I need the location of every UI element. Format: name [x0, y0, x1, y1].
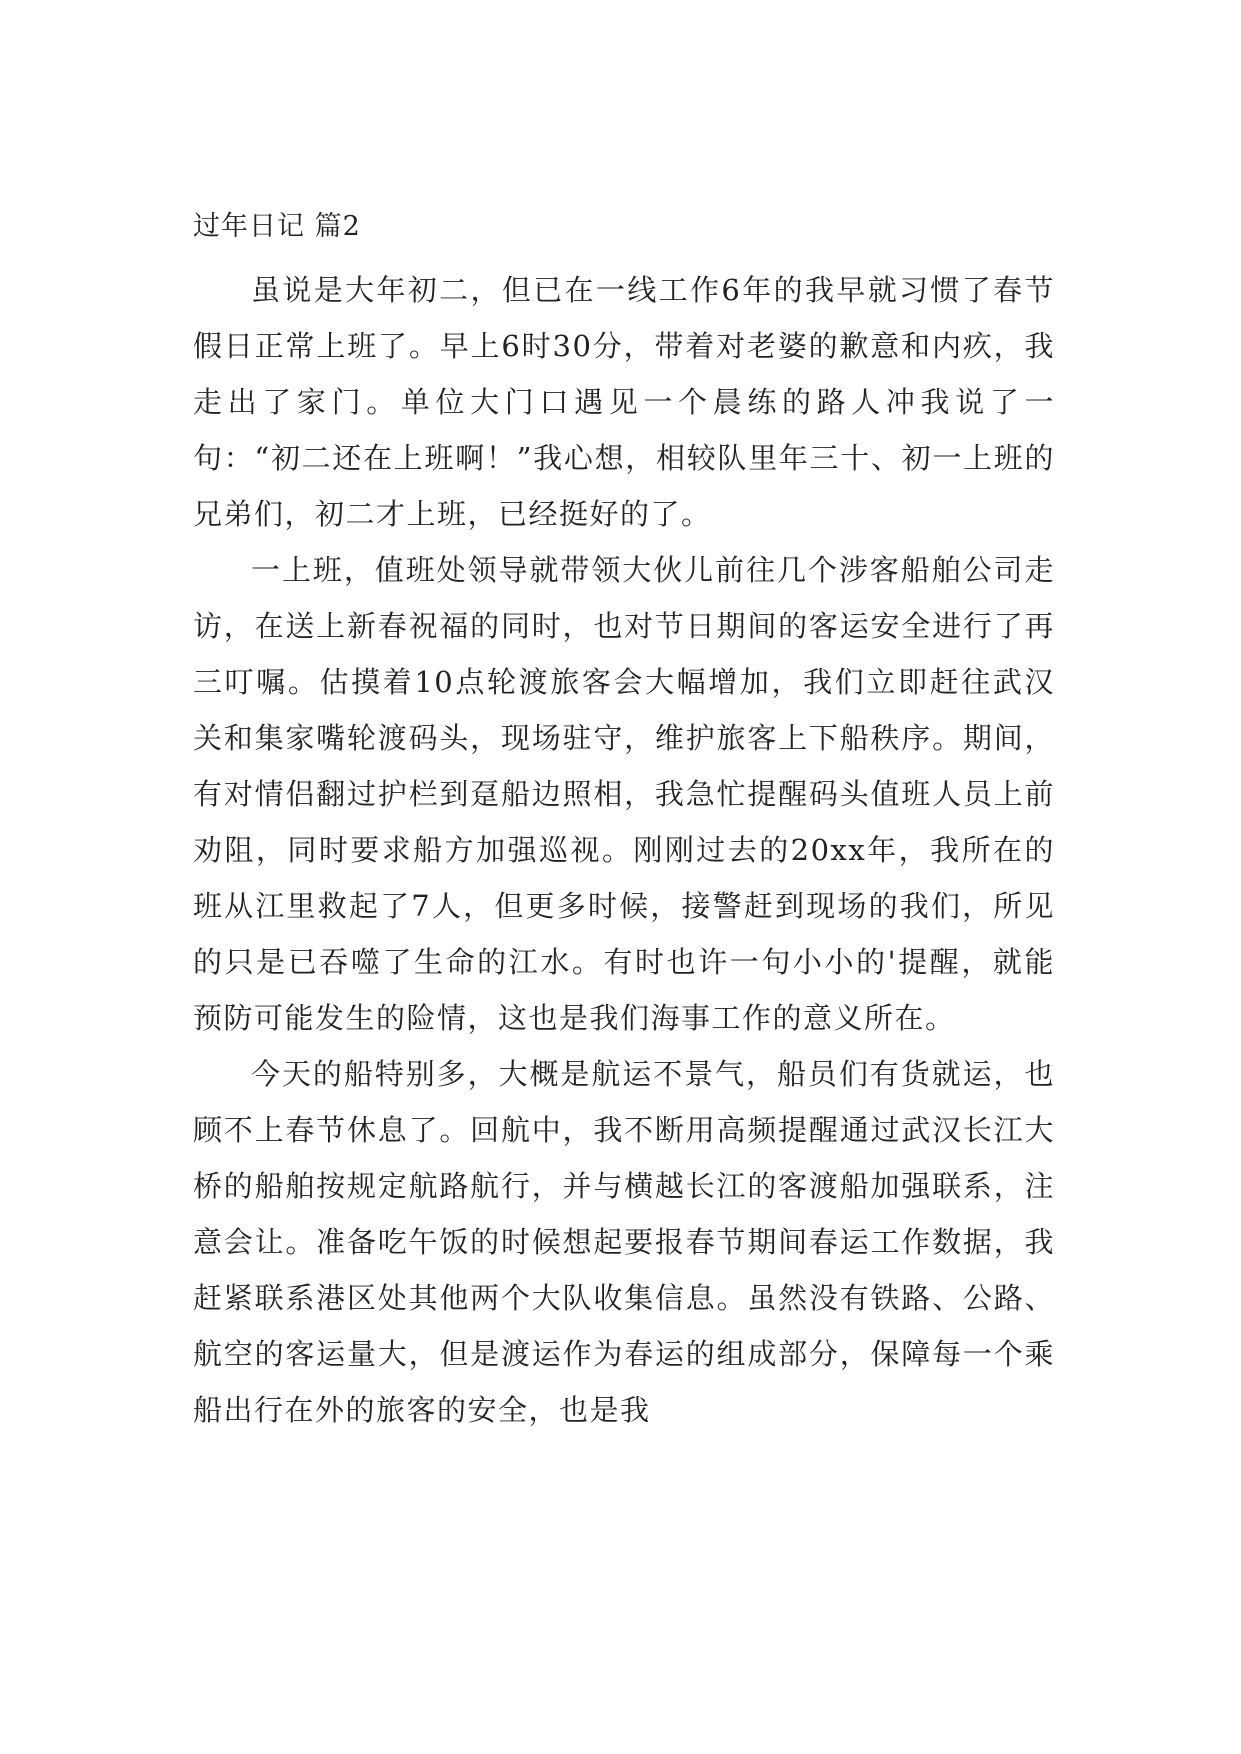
paragraph-3: 今天的船特别多，大概是航运不景气，船员们有货就运，也顾不上春节休息了。回航中，我不断用高频提醒通过武汉长江大桥的船舶按规定航路航行，并与横越长江的客渡船加强联系，注意会让。准备吃午饭的时候想起要报春节期间春运工作数据，我赶紧联系港区处其他两个大队收集信息。虽然没有铁路、公路、航空的客运量大，但是渡运作为春运的组成部分，保障每一个乘船出行在外的旅客的安全，也是我 — [193, 1057, 1055, 1427]
document-body — [193, 200, 1055, 1438]
paragraph-1: 虽说是大年初二，但已在一线工作6年的我早就习惯了春节假日正常上班了。早上6时30分，带着对老婆的歉意和内疚，我走出了家门。单位大门口遇见一个晨练的路人冲我说了一句：“初二还在上班啊！”我心想，相较队里年三十、初一上班的兄弟们，初二才上班，已经挺好的了。 — [193, 273, 1055, 531]
document-title: 过年日记 篇2 — [193, 211, 361, 242]
paragraph-2: 一上班，值班处领导就带领大伙儿前往几个涉客船舶公司走访，在送上新春祝福的同时，也对节日期间的客运安全进行了再三叮嘱。估摸着10点轮渡旅客会大幅增加，我们立即赶往武汉关和集家嘴轮渡码头，现场驻守，维护旅客上下船秩序。期间，有对情侣翻过护栏到趸船边照相，我急忙提醒码头值班人员上前劝阻，同时要求船方加强巡视。刚刚过去的20xx年，我所在的班从江里救起了7人，但更多时候，接警赶到现场的我们，所见的只是已吞噬了生命的江水。有时也许一句小小的'提醒，就能预防可能发生的险情，这也是我们海事工作的意义所在。 — [193, 553, 1055, 1035]
